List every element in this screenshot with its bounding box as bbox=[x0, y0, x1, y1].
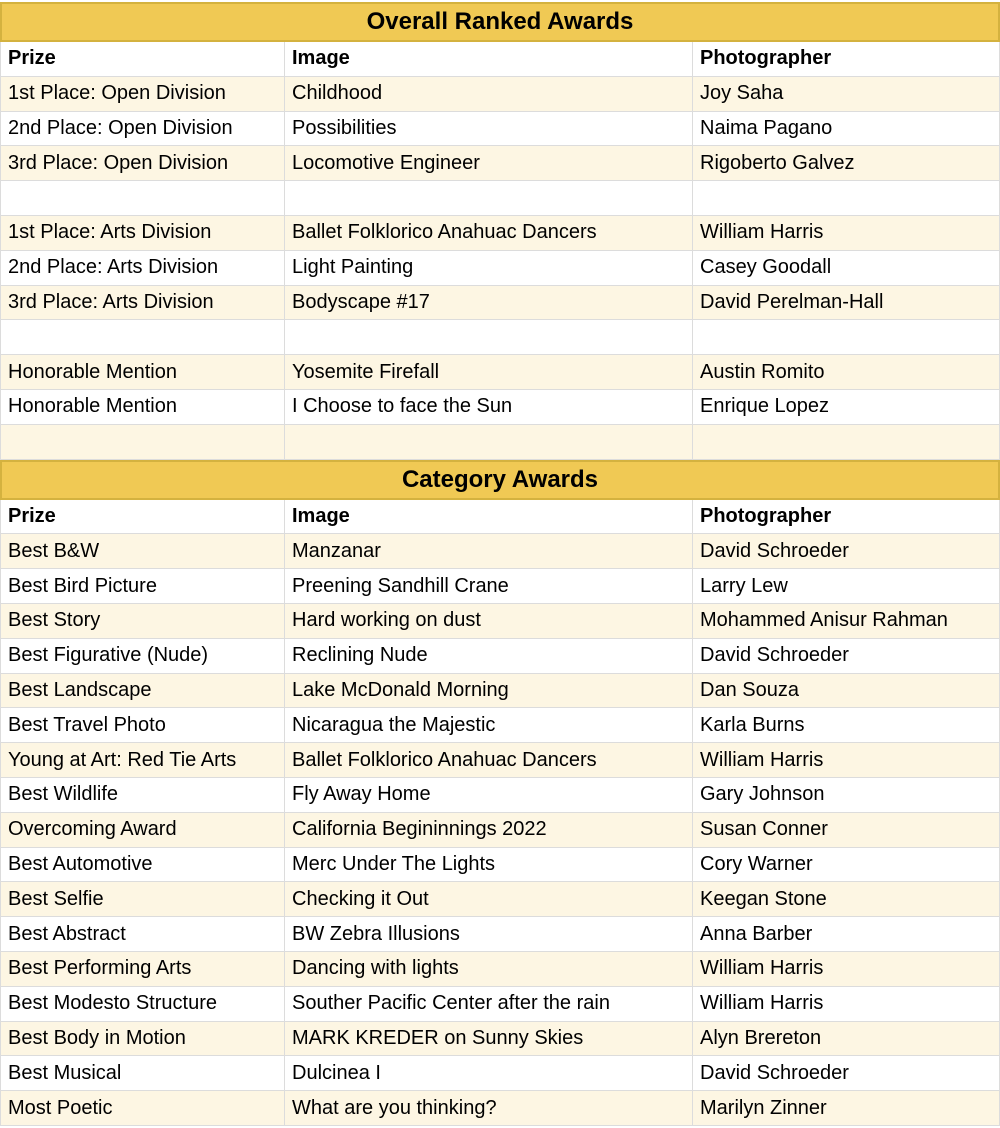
photographer-cell[interactable]: William Harris bbox=[693, 743, 1000, 778]
table-row bbox=[0, 1022, 1000, 1057]
table-row bbox=[0, 917, 1000, 952]
table-row bbox=[0, 848, 1000, 883]
table-row bbox=[0, 112, 1000, 147]
prize-cell[interactable]: Best Musical bbox=[0, 1056, 285, 1091]
image-cell[interactable]: I Choose to face the Sun bbox=[285, 390, 693, 425]
table-row bbox=[0, 952, 1000, 987]
image-cell[interactable]: Locomotive Engineer bbox=[285, 146, 693, 181]
prize-cell[interactable]: Best Figurative (Nude) bbox=[0, 639, 285, 674]
header-row bbox=[0, 42, 1000, 77]
photographer-cell[interactable]: Mohammed Anisur Rahman bbox=[693, 604, 1000, 639]
prize-cell[interactable]: Most Poetic bbox=[0, 1091, 285, 1126]
prize-cell[interactable]: Honorable Mention bbox=[0, 390, 285, 425]
table-row bbox=[0, 286, 1000, 321]
photographer-cell[interactable] bbox=[693, 320, 1000, 355]
prize-cell[interactable]: 1st Place: Open Division bbox=[0, 77, 285, 112]
header-image[interactable]: Image bbox=[285, 42, 693, 77]
prize-cell[interactable]: Overcoming Award bbox=[0, 813, 285, 848]
photographer-cell[interactable]: Marilyn Zinner bbox=[693, 1091, 1000, 1126]
image-cell[interactable]: MARK KREDER on Sunny Skies bbox=[285, 1022, 693, 1057]
photographer-cell[interactable]: Cory Warner bbox=[693, 848, 1000, 883]
photographer-cell[interactable]: Austin Romito bbox=[693, 355, 1000, 390]
photographer-cell[interactable]: Larry Lew bbox=[693, 569, 1000, 604]
image-cell[interactable]: California Begininnings 2022 bbox=[285, 813, 693, 848]
prize-cell[interactable]: 1st Place: Arts Division bbox=[0, 216, 285, 251]
prize-cell[interactable]: Best B&W bbox=[0, 534, 285, 569]
table-row bbox=[0, 181, 1000, 216]
photographer-cell[interactable]: Dan Souza bbox=[693, 674, 1000, 709]
table-row bbox=[0, 639, 1000, 674]
prize-cell[interactable]: 2nd Place: Open Division bbox=[0, 112, 285, 147]
prize-cell[interactable]: Best Selfie bbox=[0, 882, 285, 917]
photographer-cell[interactable]: David Schroeder bbox=[693, 534, 1000, 569]
prize-cell[interactable]: Best Bird Picture bbox=[0, 569, 285, 604]
table-row bbox=[0, 355, 1000, 390]
table-row bbox=[0, 674, 1000, 709]
table-row bbox=[0, 882, 1000, 917]
section-title: Overall Ranked Awards bbox=[0, 2, 1000, 42]
photographer-cell[interactable]: Joy Saha bbox=[693, 77, 1000, 112]
table-row bbox=[0, 320, 1000, 355]
table-row bbox=[0, 251, 1000, 286]
image-cell[interactable]: Reclining Nude bbox=[285, 639, 693, 674]
table-row bbox=[0, 216, 1000, 251]
photographer-cell[interactable]: David Perelman-Hall bbox=[693, 286, 1000, 321]
prize-cell[interactable]: Best Modesto Structure bbox=[0, 987, 285, 1022]
image-cell[interactable]: Yosemite Firefall bbox=[285, 355, 693, 390]
table-row bbox=[0, 743, 1000, 778]
section-title: Category Awards bbox=[0, 460, 1000, 500]
photographer-cell[interactable]: Anna Barber bbox=[693, 917, 1000, 952]
photographer-cell[interactable]: William Harris bbox=[693, 987, 1000, 1022]
image-cell[interactable]: Preening Sandhill Crane bbox=[285, 569, 693, 604]
image-cell[interactable]: What are you thinking? bbox=[285, 1091, 693, 1126]
image-cell[interactable]: Dulcinea I bbox=[285, 1056, 693, 1091]
table-row bbox=[0, 77, 1000, 112]
table-row bbox=[0, 1091, 1000, 1126]
image-cell[interactable]: Dancing with lights bbox=[285, 952, 693, 987]
prize-cell[interactable]: Honorable Mention bbox=[0, 355, 285, 390]
header-photographer[interactable]: Photographer bbox=[693, 42, 1000, 77]
prize-cell[interactable]: Best Body in Motion bbox=[0, 1022, 285, 1057]
table-row bbox=[0, 813, 1000, 848]
prize-cell[interactable]: Best Performing Arts bbox=[0, 952, 285, 987]
image-cell[interactable]: Checking it Out bbox=[285, 882, 693, 917]
image-cell[interactable]: BW Zebra Illusions bbox=[285, 917, 693, 952]
photographer-cell[interactable]: Naima Pagano bbox=[693, 112, 1000, 147]
image-cell[interactable]: Merc Under The Lights bbox=[285, 848, 693, 883]
table-row bbox=[0, 604, 1000, 639]
header-prize[interactable]: Prize bbox=[0, 42, 285, 77]
photographer-cell[interactable]: Alyn Brereton bbox=[693, 1022, 1000, 1057]
photographer-cell[interactable]: David Schroeder bbox=[693, 639, 1000, 674]
prize-cell[interactable] bbox=[0, 181, 285, 216]
photographer-cell[interactable] bbox=[693, 425, 1000, 460]
image-cell[interactable]: Possibilities bbox=[285, 112, 693, 147]
prize-cell[interactable]: Best Wildlife bbox=[0, 778, 285, 813]
image-cell[interactable] bbox=[285, 181, 693, 216]
table-row bbox=[0, 534, 1000, 569]
prize-cell[interactable]: Best Travel Photo bbox=[0, 708, 285, 743]
image-cell[interactable]: Hard working on dust bbox=[285, 604, 693, 639]
photographer-cell[interactable] bbox=[693, 181, 1000, 216]
prize-cell[interactable] bbox=[0, 425, 285, 460]
prize-cell[interactable]: Best Landscape bbox=[0, 674, 285, 709]
photographer-cell[interactable]: William Harris bbox=[693, 216, 1000, 251]
photographer-cell[interactable]: Gary Johnson bbox=[693, 778, 1000, 813]
photographer-cell[interactable]: David Schroeder bbox=[693, 1056, 1000, 1091]
prize-cell[interactable]: Best Abstract bbox=[0, 917, 285, 952]
photographer-cell[interactable]: William Harris bbox=[693, 952, 1000, 987]
image-cell[interactable] bbox=[285, 425, 693, 460]
prize-cell[interactable]: 2nd Place: Arts Division bbox=[0, 251, 285, 286]
table-row bbox=[0, 1056, 1000, 1091]
table-row bbox=[0, 390, 1000, 425]
table-row bbox=[0, 987, 1000, 1022]
header-prize[interactable]: Prize bbox=[0, 500, 285, 535]
prize-cell[interactable] bbox=[0, 320, 285, 355]
table-row bbox=[0, 778, 1000, 813]
photographer-cell[interactable]: Keegan Stone bbox=[693, 882, 1000, 917]
photographer-cell[interactable]: Susan Conner bbox=[693, 813, 1000, 848]
header-photographer[interactable]: Photographer bbox=[693, 500, 1000, 535]
prize-cell[interactable]: Young at Art: Red Tie Arts bbox=[0, 743, 285, 778]
header-row bbox=[0, 500, 1000, 535]
image-cell[interactable]: Lake McDonald Morning bbox=[285, 674, 693, 709]
prize-cell[interactable]: Best Story bbox=[0, 604, 285, 639]
table-row bbox=[0, 146, 1000, 181]
prize-cell[interactable]: 3rd Place: Open Division bbox=[0, 146, 285, 181]
image-cell[interactable]: Fly Away Home bbox=[285, 778, 693, 813]
photographer-cell[interactable]: Casey Goodall bbox=[693, 251, 1000, 286]
image-cell[interactable]: Ballet Folklorico Anahuac Dancers bbox=[285, 743, 693, 778]
image-cell[interactable]: Light Painting bbox=[285, 251, 693, 286]
table-row bbox=[0, 569, 1000, 604]
photographer-cell[interactable]: Rigoberto Galvez bbox=[693, 146, 1000, 181]
image-cell[interactable]: Manzanar bbox=[285, 534, 693, 569]
photographer-cell[interactable]: Enrique Lopez bbox=[693, 390, 1000, 425]
prize-cell[interactable]: Best Automotive bbox=[0, 848, 285, 883]
table-row bbox=[0, 425, 1000, 460]
image-cell[interactable]: Bodyscape #17 bbox=[285, 286, 693, 321]
image-cell[interactable]: Nicaragua the Majestic bbox=[285, 708, 693, 743]
photographer-cell[interactable]: Karla Burns bbox=[693, 708, 1000, 743]
image-cell[interactable] bbox=[285, 320, 693, 355]
image-cell[interactable]: Souther Pacific Center after the rain bbox=[285, 987, 693, 1022]
header-image[interactable]: Image bbox=[285, 500, 693, 535]
image-cell[interactable]: Ballet Folklorico Anahuac Dancers bbox=[285, 216, 693, 251]
image-cell[interactable]: Childhood bbox=[285, 77, 693, 112]
prize-cell[interactable]: 3rd Place: Arts Division bbox=[0, 286, 285, 321]
table-row bbox=[0, 708, 1000, 743]
